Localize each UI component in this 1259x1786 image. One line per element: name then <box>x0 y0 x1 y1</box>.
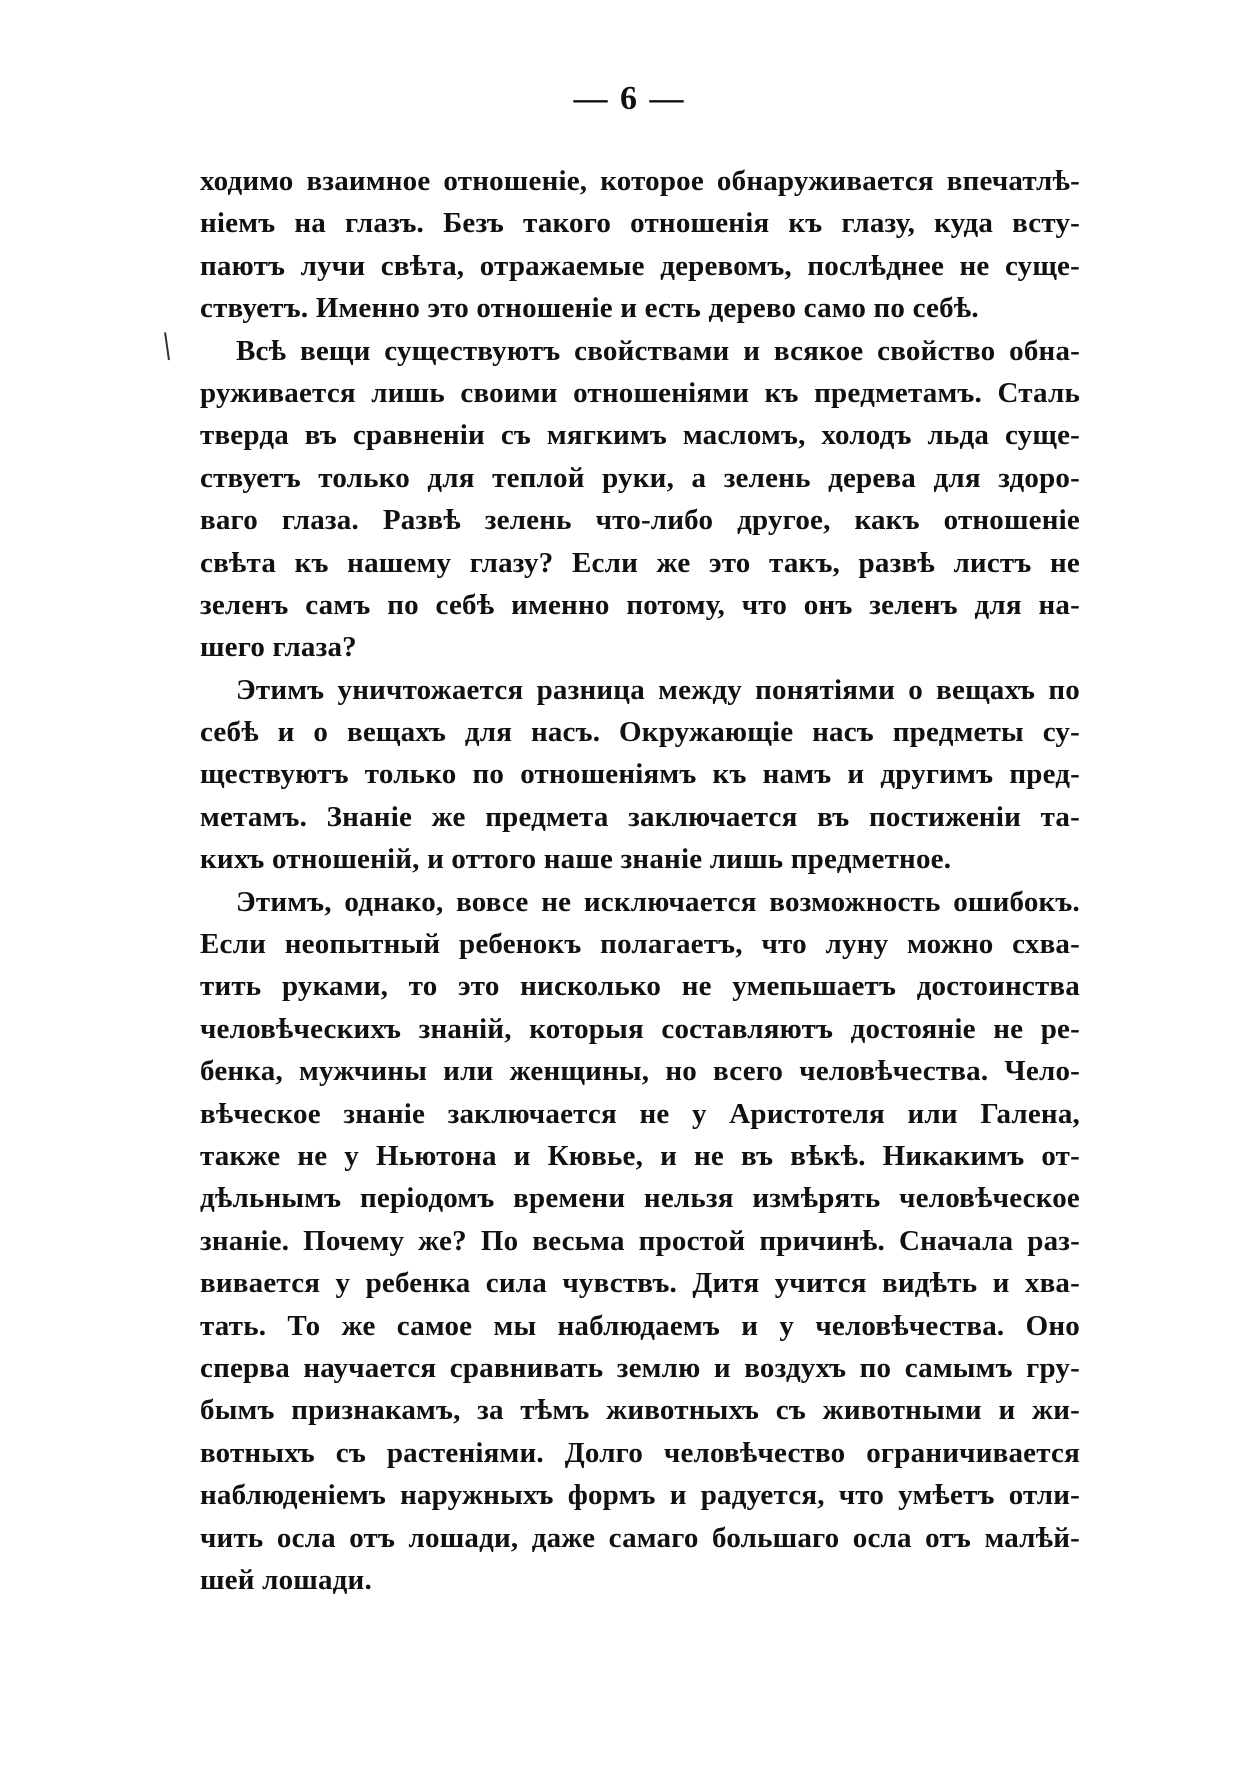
text-line: ществуютъ только по отношеніямъ къ намъ и другимъ пред- <box>200 758 1080 791</box>
text-line: вотныхъ съ растеніями. Долго человѣчество ограничивается <box>200 1436 1080 1469</box>
text-line: сперва научается сравнивать землю и воздухъ по самымъ гру- <box>200 1351 1080 1384</box>
margin-mark <box>164 332 173 360</box>
text-line: Всѣ вещи существуютъ свойствами и всякое свойство обна- <box>236 334 1080 367</box>
page-number: — 6 — <box>573 80 686 117</box>
text-line: шей лошади. <box>200 1563 372 1596</box>
text-line: вѣческое знаніе заключается не у Аристотеля или Галена, <box>200 1097 1080 1130</box>
text-line: руживается лишь своими отношеніями къ предметамъ. Сталь <box>200 376 1080 409</box>
text-line: человѣческихъ знаній, которыя составляютъ достояніе не ре- <box>200 1012 1080 1045</box>
text-line: вивается у ребенка сила чувствъ. Дитя учится видѣть и хва- <box>200 1267 1080 1300</box>
text-line: Этимъ уничтожается разница между понятіями о вещахъ по <box>236 673 1080 706</box>
text-line: ходимо взаимное отношеніе, которое обнаруживается впечатлѣ- <box>200 165 1080 197</box>
text-line: Если неопытный ребенокъ полагаетъ, что луну можно схва- <box>200 928 1080 961</box>
text-line: тить руками, то это нисколько не умепьшаетъ достоинства <box>200 970 1080 1003</box>
body-text <box>200 160 1080 1601</box>
text-line: чить осла отъ лошади, даже самаго большаго осла отъ малѣй- <box>200 1521 1080 1554</box>
text-line: бенка, мужчины или женщины, но всего человѣчества. Чело- <box>200 1055 1080 1088</box>
text-line: зеленъ самъ по себѣ именно потому, что онъ зеленъ для на- <box>200 588 1080 621</box>
text-line: свѣта къ нашему глазу? Если же это такъ, развѣ листъ не <box>200 546 1080 579</box>
text-line: также не у Ньютона и Кювье, и не въ вѣкѣ. Никакимъ от- <box>200 1139 1080 1172</box>
text-line: паютъ лучи свѣта, отражаемые деревомъ, послѣднее не суще- <box>200 249 1080 282</box>
text-line: кихъ отношеній, и оттого наше знаніе лишь предметное. <box>200 843 952 876</box>
text-line: метамъ. Знаніе же предмета заключается въ постиженіи та- <box>200 800 1080 833</box>
text-line: тверда въ сравненіи съ мягкимъ масломъ, холодъ льда суще- <box>200 419 1080 452</box>
text-line: ствуетъ. Именно это отношеніе и есть дерево само по себѣ. <box>200 292 979 325</box>
text-line: ваго глаза. Развѣ зелень что-либо другое, какъ отношеніе <box>200 504 1080 537</box>
text-line: ствуетъ только для теплой руки, а зелень дерева для здоро- <box>200 461 1080 494</box>
text-line: ніемъ на глазъ. Безъ такого отношенія къ глазу, куда всту- <box>200 207 1080 240</box>
text-line: шего глаза? <box>200 631 357 664</box>
text-line: бымъ признакамъ, за тѣмъ животныхъ съ животными и жи- <box>200 1394 1080 1427</box>
text-line: знаніе. Почему же? По весьма простой причинѣ. Сначала раз- <box>200 1224 1080 1257</box>
text-line: тать. То же самое мы наблюдаемъ и у человѣчества. Оно <box>200 1309 1080 1342</box>
text-line: Этимъ, однако, вовсе не исключается возможность ошибокъ. <box>236 885 1080 918</box>
text-line: себѣ и о вещахъ для насъ. Окружающіе насъ предметы су- <box>200 716 1080 749</box>
text-line: наблюденіемъ наружныхъ формъ и радуется, что умѣетъ отли- <box>200 1479 1080 1512</box>
text-line: дѣльнымъ періодомъ времени нельзя измѣрять человѣческое <box>200 1182 1080 1215</box>
